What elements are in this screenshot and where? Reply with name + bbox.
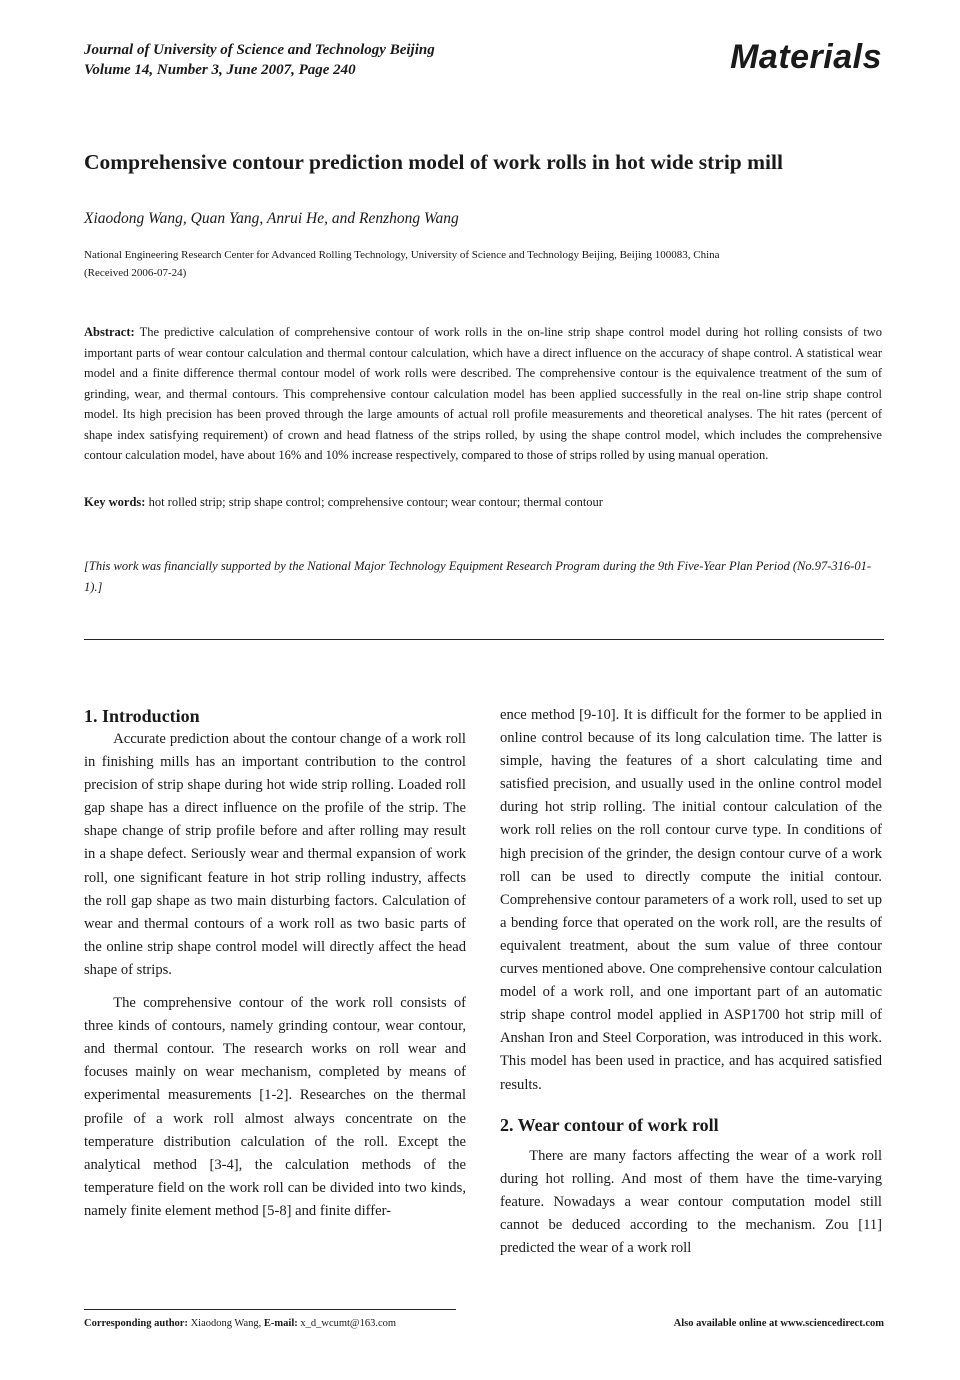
journal-name: Journal of University of Science and Technology Beijing bbox=[84, 42, 435, 58]
email-label: E-mail: bbox=[263, 1318, 298, 1329]
affiliation: National Engineering Research Center for Advanced Rolling Technology, University of Science and Technology Beijing, Beijing 100083, China bbox=[84, 249, 720, 261]
intro-paragraph-1: Accurate prediction about the contour change of a work roll in finishing mills has an important contribution to the control precision of strip shape during hot wide strip rolling. Loaded roll gap shape has a direct influence on the profile of the strip. The shape change of strip profile before and after rolling may result in a shape defect. Seriously wear and thermal expansion of work roll, one significant feature in hot strip rolling industry, affects the roll gap shape as two main disturbing factors. Calculation of wear and thermal contours of a work roll as two basic parts of the online strip shape control model will directly affect the head shape of strips. bbox=[84, 731, 466, 978]
corr-label: Corresponding author: bbox=[84, 1318, 188, 1329]
online-availability: Also available online at www.sciencedirect.com bbox=[673, 1318, 884, 1329]
keywords-label: Key words: bbox=[84, 495, 146, 509]
intro-paragraph-2-continued: ence method [9-10]. It is difficult for the former to be applied in online control because of its long calculation time. The latter is simple, having the features of a short calculating time and satisfied precision, and usually used in the online control model during hot strip rolling. The initial contour calculation of the work roll relies on the roll contour curve type. In conditions of high precision of the grinder, the design contour curve of a work roll can be used to directly compute the initial contour. Comprehensive contour parameters of a work roll, used to set up a bending force that operated on the work roll, are the results of equivalent treatment, about the sum value of three contour curves mentioned above. One comprehensive contour calculation model of a work roll, and one important part of an automatic strip shape control model applied in ASP1700 hot strip mill of Anshan Iron and Steel Corporation, was introduced in this work. This model has been used in practice, and has acquired satisfied results. bbox=[500, 707, 882, 1093]
received-date: (Received 2006-07-24) bbox=[84, 267, 187, 279]
keywords-text: hot rolled strip; strip shape control; comprehensive contour; wear contour; thermal contour bbox=[148, 495, 603, 509]
section-divider bbox=[84, 639, 884, 640]
category-label: Materials bbox=[730, 38, 882, 76]
right-column bbox=[500, 704, 882, 1260]
email-address[interactable]: x_d_wcumt@163.com bbox=[300, 1318, 397, 1329]
abstract-text: The predictive calculation of comprehensive contour of work rolls in the on-line strip shape control model during hot rolling consists of two important parts of wear contour calculation and thermal contour calculation, which have a direct influence on the accuracy of shape control. A statistical wear model and a finite difference thermal contour model of work rolls were described. The comprehensive contour is the equivalence treatment of the sum of grinding, wear, and thermal contours. This comprehensive contour calculation model has been applied successfully in the real on-line strip shape control model. Its high precision has been proved through the large amounts of actual roll profile measurements and theoretical analyses. The hit rates (percent of shape index satisfying requirement) of crown and head flatness of the strips rolled, by using the shape control model, which includes the comprehensive contour calculation model, have about 16% and 10% increase respectively, compared to those of strips rolled by using manual operation. bbox=[84, 325, 882, 462]
intro-paragraph-2: The comprehensive contour of the work roll consists of three kinds of contours, namely grinding contour, wear contour, and thermal contour. The research works on roll wear and focuses mainly on wear mechanism, completed by means of experimental measurements [1-2]. Researches on the thermal profile of a work roll almost always concentrate on the temperature distribution calculation of the roll. Except the analytical method [3-4], the calculation methods of the temperature field on the work roll can be divided into two kinds, namely finite element method [5-8] and finite differ- bbox=[84, 995, 466, 1219]
section-heading-introduction: 1. Introduction bbox=[84, 706, 200, 726]
corr-name: Xiaodong Wang, bbox=[190, 1318, 262, 1329]
left-column bbox=[84, 704, 466, 1223]
wear-paragraph-1: There are many factors affecting the wear of a work roll during hot rolling. And most of them have the time-varying feature. Nowadays a wear contour computation model still cannot be deduced according to the mechanism. Zou [11] predicted the wear of a work roll bbox=[500, 1147, 882, 1256]
abstract-label: Abstract: bbox=[84, 325, 135, 339]
corresponding-author bbox=[84, 1318, 396, 1329]
section-heading-wear-contour: 2. Wear contour of work roll bbox=[500, 1114, 719, 1135]
keywords bbox=[84, 495, 882, 510]
funding-note: [This work was financially supported by the National Major Technology Equipment Research Program during the 9th Five-Year Plan Period (No.97-316-01-1).] bbox=[84, 559, 871, 594]
abstract bbox=[84, 322, 882, 466]
affiliation-block bbox=[84, 246, 720, 282]
footnote-rule bbox=[84, 1309, 456, 1310]
journal-volume: Volume 14, Number 3, June 2007, Page 240 bbox=[84, 62, 356, 78]
paper-title: Comprehensive contour prediction model of work rolls in hot wide strip mill bbox=[84, 150, 783, 174]
journal-info bbox=[84, 40, 435, 80]
author-list: Xiaodong Wang, Quan Yang, Anrui He, and Renzhong Wang bbox=[84, 210, 459, 227]
